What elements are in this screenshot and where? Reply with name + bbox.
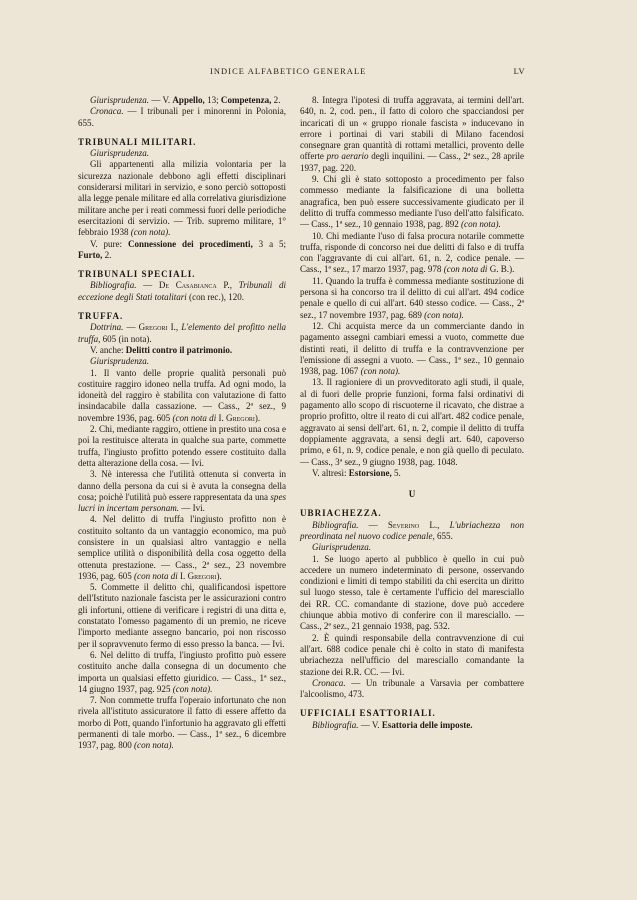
entry-paragraph: 8. Integra l'ipotesi di truffa aggravata, ai termini dell'art. 640, n. 2, cod. pen., il fatto di coloro che spacciandosi per incaricati di un « gruppo rionale fascista » inducevano in errore i portinai di vari stabili di Milano facendosi consegnare gran quantità di rottami metallici, provento delle offerte pro aerario degli inquilini. — Cass., 2ª sez., 28 aprile 1937, pag. 220. [300, 95, 524, 173]
running-header [70, 66, 525, 80]
entry-paragraph: 6. Nel delitto di truffa, l'ingiusto profitto può essere costituito anche dalla consegna di un documento che importa un qualsiasi effetto giuridico. — Cass., 1ª sez., 14 giugno 1937, pag. 925 (con nota). [78, 649, 286, 694]
section-heading: UBRIACHEZZA. [300, 508, 382, 519]
entry-paragraph: 2. È quindi responsabile della contravvenzione di cui all'art. 688 codice penale chi è colto in stato di manifesta ubriachezza nell'ufficio del maresciallo comandante la stazione dei R.R. CC. — Ivi. [300, 632, 524, 677]
entry-paragraph: 10. Chi mediante l'uso di falsa procura notarile commette truffa, risponde di concorso nei due delitti di falso e di truffa con l'aggravante di cui all'art. 61, n. 2, codice penale. — Cass., 1ª sez., 17 marzo 1937, pag. 978 (con nota di G. B.). [300, 230, 524, 275]
entry-paragraph: Bibliografia. — Severino L., L'ubriachezza non preordinata nel nuovo codice penale, 655. [300, 519, 525, 541]
entry-paragraph: 5. Commette il delitto chi, qualificandosi ispettore dell'Istituto nazionale fascista per le assicurazioni contro gli infortuni, ottiene di verificare i registri di una ditta e, constatato l'omesso pagamento di un premio, ne riceve l'importo mediante assegno bancario, poi non riscosso per il sopravvenuto fermo di esso presso la banca. — Ivi. [78, 582, 286, 649]
entry-paragraph: 12. Chi acquista merce da un commerciante dando in pagamento assegni cambiari emessi a vuoto, commette due distinti reati, il delitto di truffa e la contravvenzione per l'emissione di assegni a vuoto. — Cass., 1ª sez., 10 gennaio 1938, pag. 1067 (con nota). [300, 320, 524, 377]
entry-paragraph: Giurisprudenza. [312, 542, 372, 553]
entry-paragraph: Giurisprudenza. [90, 356, 150, 367]
section-heading: TRUFFA. [78, 311, 124, 322]
entry-paragraph: V. pure: Connessione dei procedimenti, 3 a 5; Furto, 2. [78, 238, 286, 260]
section-heading: UFFICIALI ESATTORIALI. [300, 708, 436, 719]
entry-paragraph: Giurisprudenza. — V. Appello, 13; Competenza, 2. [90, 95, 281, 105]
entry-paragraph: 3. Nè interessa che l'utilità ottenuta si converta in danno della persona da cui si è avuta la consegna della cosa; poichè l'utilità può essere rappresentata da una spes lucri in incertam personam. — Ivi. [78, 469, 286, 514]
left-column [78, 95, 286, 752]
page-number: LV [513, 67, 525, 76]
entry-paragraph: 4. Nel delitto di truffa l'ingiusto profitto non è costituito soltanto da un vantaggio economico, ma può consistere in un qualsiasi altro vantaggio e nella semplice utilità o disponibilità della cosa oggetto della ottenuta prestazione. — Cass., 2ª sez., 23 novembre 1936, pag. 605 (con nota di I. Gregori). [78, 514, 286, 581]
entry-paragraph: V. altresì: Estorsione, 5. [312, 467, 401, 478]
section-heading: TRIBUNALI MILITARI. [78, 136, 197, 147]
entry-paragraph: 1. Il vanto delle proprie qualità personali può costituire raggiro idoneo nella truffa. Ad ogni modo, la idoneità del raggiro è stabilita con valutazione di fatto insindacabile dalla cassazione. — Cass., 2ª sez., 9 novembre 1936, pag. 605 (con nota di I. Gregori). [78, 367, 286, 423]
right-column [300, 95, 524, 731]
section-heading: TRIBUNALI SPECIALI. [78, 269, 196, 280]
header-title: INDICE ALFABETICO GENERALE [210, 67, 367, 76]
entry-paragraph: Bibliografia. — De Casabianca P., Tribunali di eccezione degli Stati totalitari (con rec.), 120. [78, 280, 286, 302]
letter-divider: U [408, 489, 416, 500]
entry-paragraph: 13. Il ragioniere di un provveditorato agli studi, il quale, al di fuori delle proprie funzioni, forma falsi ordinativi di pagamento allo scopo di riscuoterne il ricavato, che distrae a proprio profitto, oltre il reato di cui all'art. 482 codice penale, aggravato ai sensi dell'art. 61, n. 2, compie il delitto di truffa doppiamente aggravata, a sensi degli art. 640, capoverso primo, e 61, n. 9, codice penale, e non già quello di peculato.— Cass., 3ª sez., 9 giugno 1938, pag. 1048. [300, 377, 524, 467]
entry-paragraph: Cronaca. — I tribunali per i minorenni in Polonia, 655. [78, 106, 286, 128]
entry-paragraph: V. anche: Delitti contro il patrimonio. [90, 344, 233, 355]
entry-paragraph: 1. Se luogo aperto al pubblico è quello in cui può accedere un numero indeterminato di persone, osservando condizioni e limiti di tempo stabiliti da chi esercita un diritto sul luogo stesso, tale è certamente l'ufficio del maresciallo dei RR. CC. comandante di stazione, dove può accedere chiunque abbia motivo di conferire con il maresciallo. — Cass., 2ª sez., 21 gennaio 1938, pag. 532. [300, 553, 524, 632]
entry-paragraph: Bibliografia. — V. Esattoria delle imposte. [312, 719, 473, 730]
entry-paragraph: 9. Chi gli è stato sottoposto a procedimento per falso commesso mediante la falsificazione di una bolletta anagrafica, ben può essere successivamente giudicato per il delitto di truffa commesso mediante l'uso dell'atto falsificato. — Cass., 1ª sez., 10 gennaio 1938, pag. 892 (con nota). [300, 174, 524, 230]
entry-paragraph: Cronaca. — Un tribunale a Varsavia per combattere l'alcoolismo, 473. [300, 677, 524, 700]
entry-paragraph: 7. Non commette truffa l'operaio infortunato che non rivela all'istituto assicuratore il fatto di essere affetto da morbo di Pott, quando l'infortunio ha aggravato gli effetti permanenti di tale morbo. — Cass., 1ª sez., 6 dicembre 1937, pag. 800 (con nota). [78, 695, 286, 751]
entry-paragraph: Giurisprudenza. [90, 148, 150, 159]
entry-paragraph: 11. Quando la truffa è commessa mediante sostituzione di persona si ha concorso tra il delitto di cui all'art. 494 codice penale e quello di cui all'art. 640 stesso codice. — Cass., 2ª sez., 17 novembre 1937, pag. 689 (con nota). [300, 275, 524, 320]
entry-paragraph: Gli appartenenti alla milizia volontaria per la sicurezza nazionale debbono agli effetti disciplinari considerarsi militari in servizio, e sono perciò sottoposti alla legge penale militare ed alla correlativa giurisdizione militare anche per i reati commessi fuori delle periodiche esercitazioni di servizio. — Trib. supremo militare, 1° febbraio 1938 (con nota). [78, 159, 286, 238]
entry-paragraph: 2. Chi, mediante raggiro, ottiene in prestito una cosa e poi la restituisce alterata in qualche sua parte, commette truffa, l'ingiusto profitto potendo essere costituito dalla detta alterazione della cosa. — Ivi. [78, 424, 286, 468]
entry-paragraph: Dottrina. — Gregori I., L'elemento del profitto nella truffa, 605 (in nota). [78, 322, 286, 344]
